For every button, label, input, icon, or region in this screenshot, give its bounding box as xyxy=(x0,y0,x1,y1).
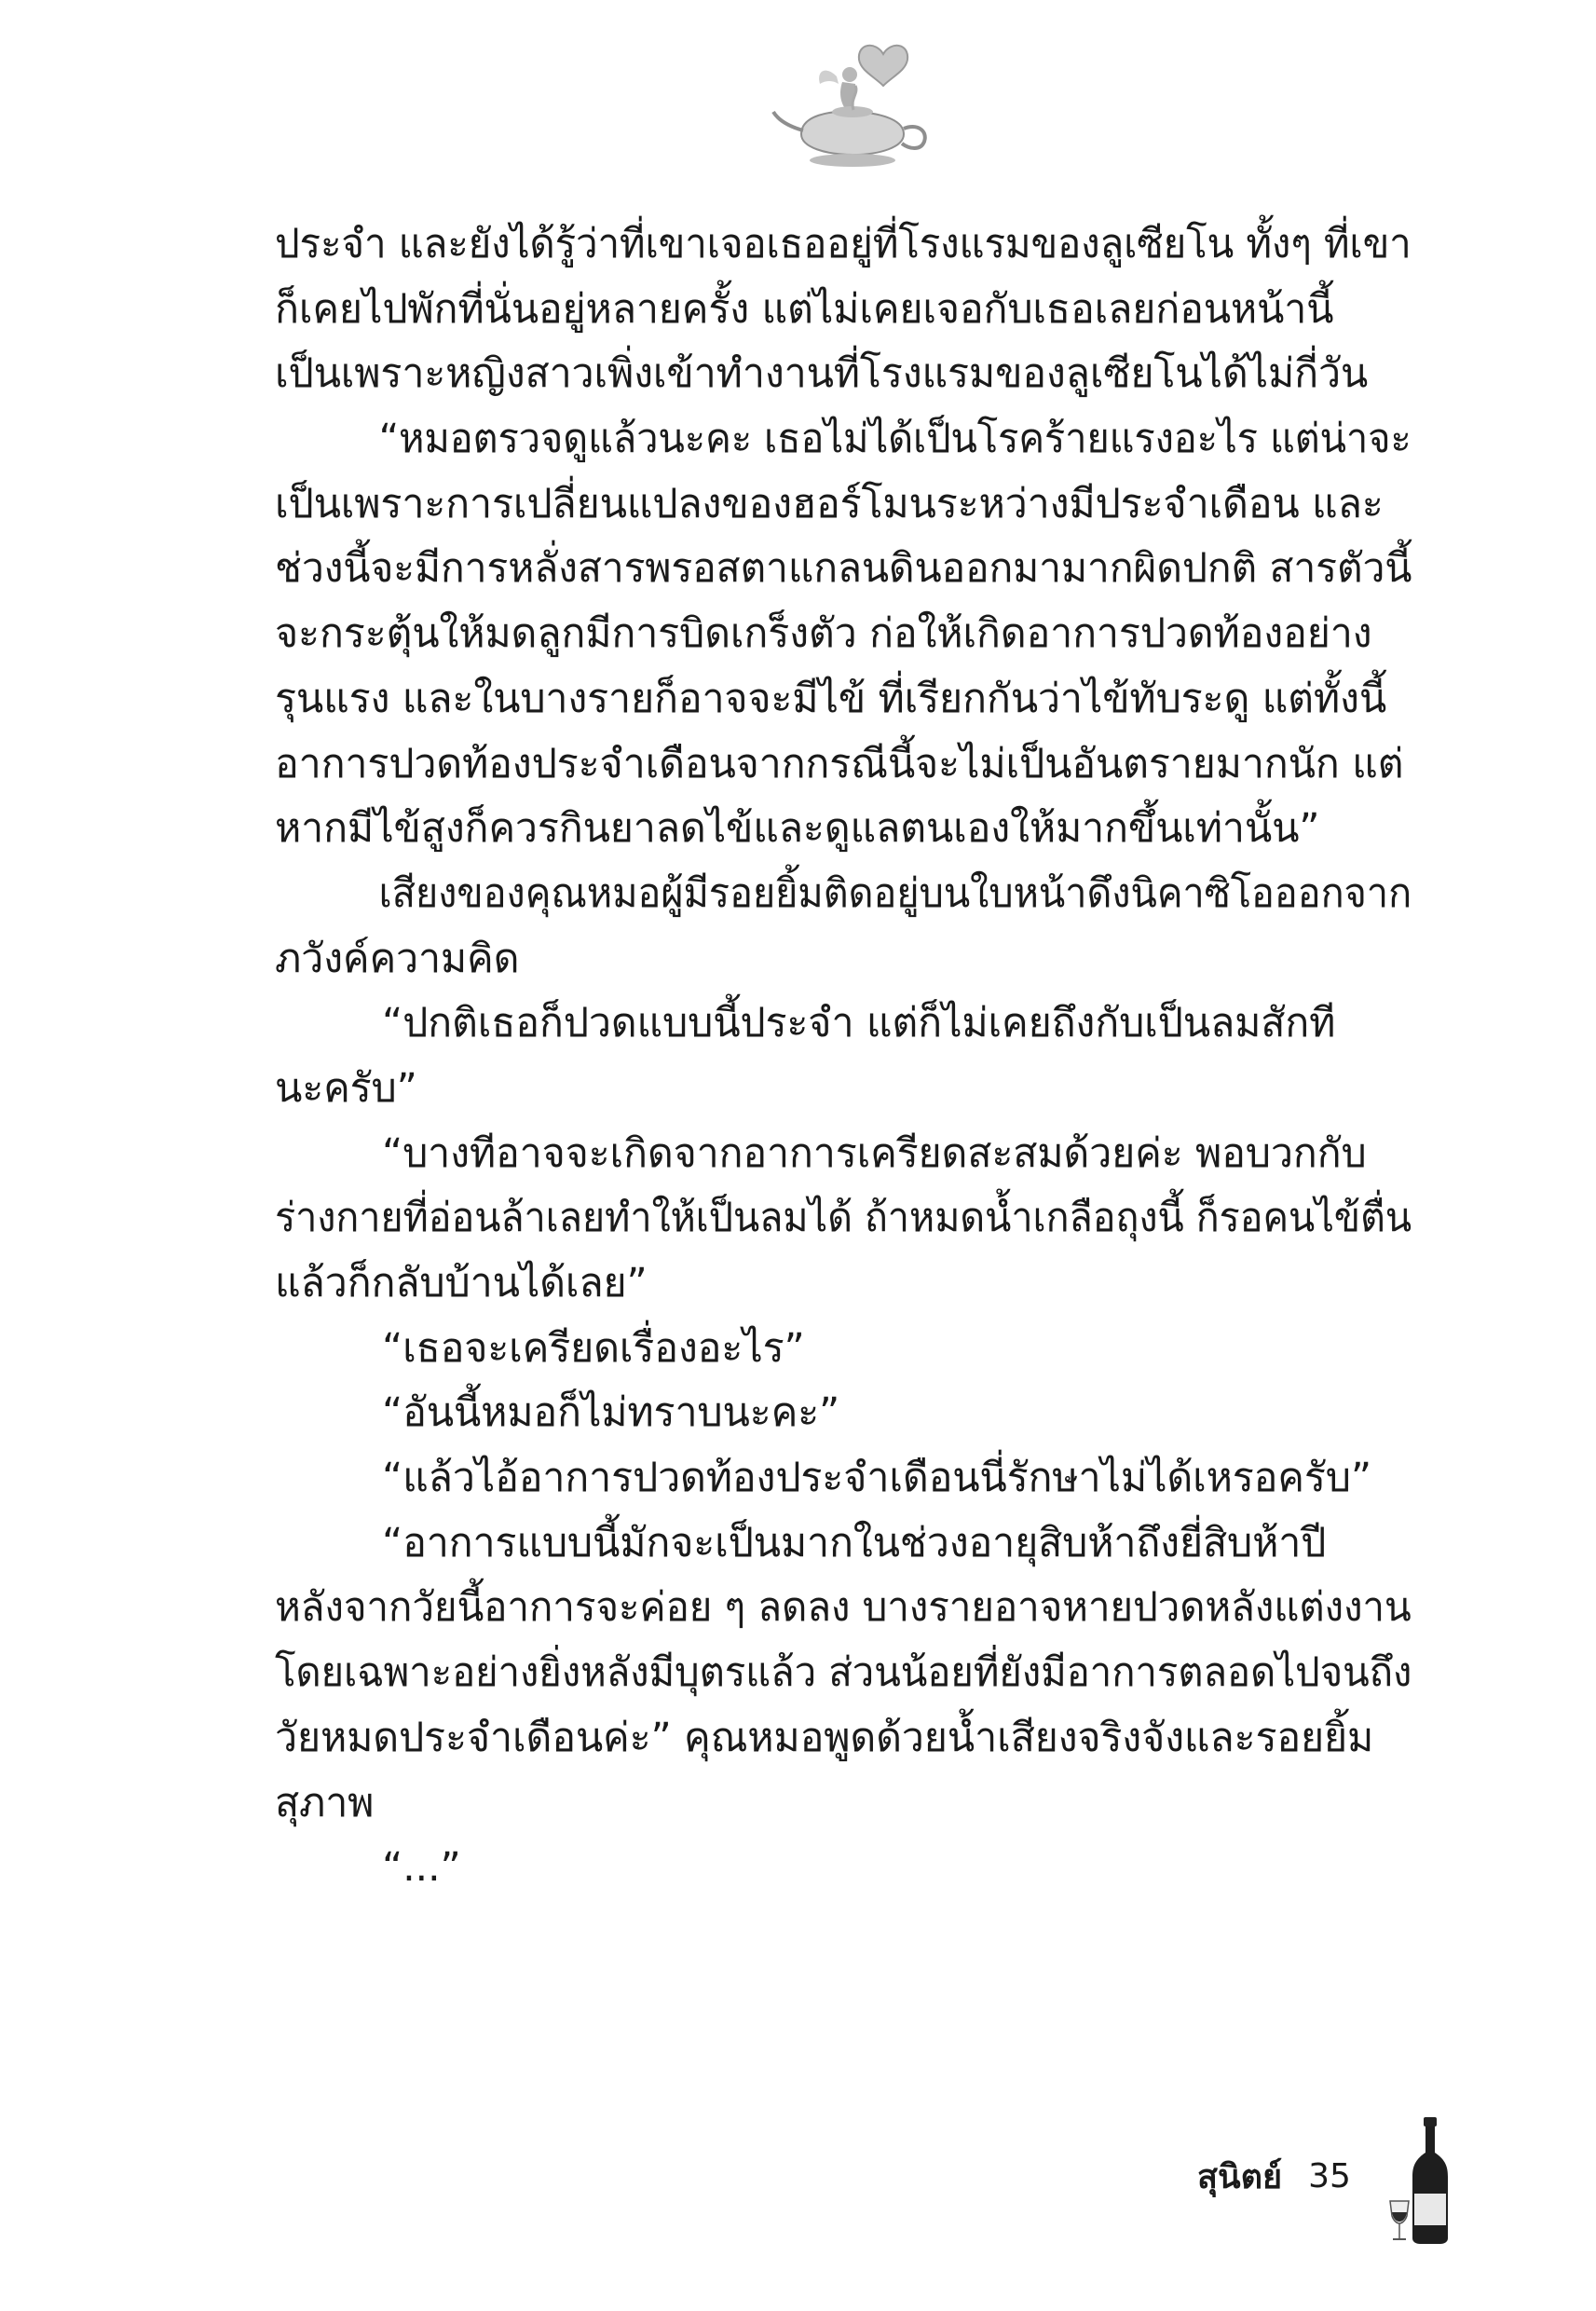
text-line: ร่างกายที่อ่อนล้าเลยทำให้เป็นลมได้ ถ้าหมดน้ำเกลือถุงนี้ ก็รอคนไข้ตื่น xyxy=(275,1195,1412,1242)
body-text xyxy=(275,212,1412,1901)
text-line: โดยเฉพาะอย่างยิ่งหลังมีบุตรแล้ว ส่วนน้อยที่ยังมีอาการตลอดไปจนถึง xyxy=(275,1649,1412,1697)
page-footer xyxy=(1197,2148,1351,2204)
text-line: “...” xyxy=(382,1844,461,1892)
text-line: เสียงของคุณหมอผู้มีรอยยิ้มติดอยู่บนใบหน้าดึงนิคาซิโอออกจาก xyxy=(378,869,1412,917)
author-name: สุนิตย์ xyxy=(1197,2157,1283,2196)
page-number: 35 xyxy=(1308,2156,1351,2195)
text-line: เป็นเพราะการเปลี่ยนแปลงของฮอร์โมนระหว่างมีประจำเดือน และ xyxy=(275,480,1384,527)
text-line: จะกระตุ้นให้มดลูกมีการบิดเกร็งตัว ก่อให้เกิดอาการปวดท้องอย่าง xyxy=(275,610,1372,658)
text-line: “อาการแบบนี้มักจะเป็นมากในช่วงอายุสิบห้าถึงยี่สิบห้าปี xyxy=(382,1519,1327,1566)
text-line: สุภาพ xyxy=(275,1779,375,1826)
text-line: ก็เคยไปพักที่นั่นอยู่หลายครั้ง แต่ไม่เคยเจอกับเธอเลยก่อนหน้านี้ xyxy=(275,285,1334,333)
text-line: อาการปวดท้องประจำเดือนจากกรณีนี้จะไม่เป็นอันตรายมากนัก แต่ xyxy=(275,740,1404,787)
text-line: ประจำ และยังได้รู้ว่าที่เขาเจอเธออยู่ที่โรงแรมของลูเซียโน ทั้งๆ ที่เขา xyxy=(275,221,1412,267)
text-line: นะครับ” xyxy=(275,1064,417,1112)
text-line: หลังจากวัยนี้อาการจะค่อย ๆ ลดลง บางรายอาจหายปวดหลังแต่งงาน xyxy=(275,1584,1412,1632)
text-line: “บางทีอาจจะเกิดจากอาการเครียดสะสมด้วยค่ะ พอบวกกับ xyxy=(382,1129,1367,1177)
text-line: “หมอตรวจดูแล้วนะคะ เธอไม่ได้เป็นโรคร้ายแรงอะไร แต่น่าจะ xyxy=(378,416,1412,463)
text-line: เป็นเพราะหญิงสาวเพิ่งเข้าทำงานที่โรงแรมของลูเซียโนได้ไม่กี่วัน xyxy=(275,350,1369,398)
text-line: “ปกติเธอก็ปวดแบบนี้ประจำ แต่ก็ไม่เคยถึงกับเป็นลมสักที xyxy=(382,1000,1336,1047)
wine-bottle-icon xyxy=(1388,2115,1472,2246)
text-line: วัยหมดประจำเดือนค่ะ” คุณหมอพูดด้วยน้ำเสียงจริงจังและรอยยิ้ม xyxy=(275,1714,1374,1761)
text-line: “อันนี้หมอก็ไม่ทราบนะคะ” xyxy=(382,1389,840,1437)
text-line: “แล้วไอ้อาการปวดท้องประจำเดือนนี่รักษาไม่ได้เหรอครับ” xyxy=(382,1455,1371,1502)
text-line: “เธอจะเครียดเรื่องอะไร” xyxy=(382,1324,805,1372)
text-line: ช่วงนี้จะมีการหลั่งสารพรอสตาแกลนดินออกมามากผิดปกติ สารตัวนี้ xyxy=(275,545,1412,593)
text-line: แล้วก็กลับบ้านได้เลย” xyxy=(275,1260,648,1306)
text-line: หากมีไข้สูงก็ควรกินยาลดไข้และดูแลตนเองให้มากขึ้นเท่านั้น” xyxy=(275,805,1320,853)
text-line: ภวังค์ความคิด xyxy=(275,935,520,982)
text-line: รุนแรง และในบางรายก็อาจจะมีไข้ ที่เรียกกันว่าไข้ทับระดู แต่ทั้งนี้ xyxy=(275,675,1387,722)
cupid-teapot-ornament-icon xyxy=(764,37,941,177)
